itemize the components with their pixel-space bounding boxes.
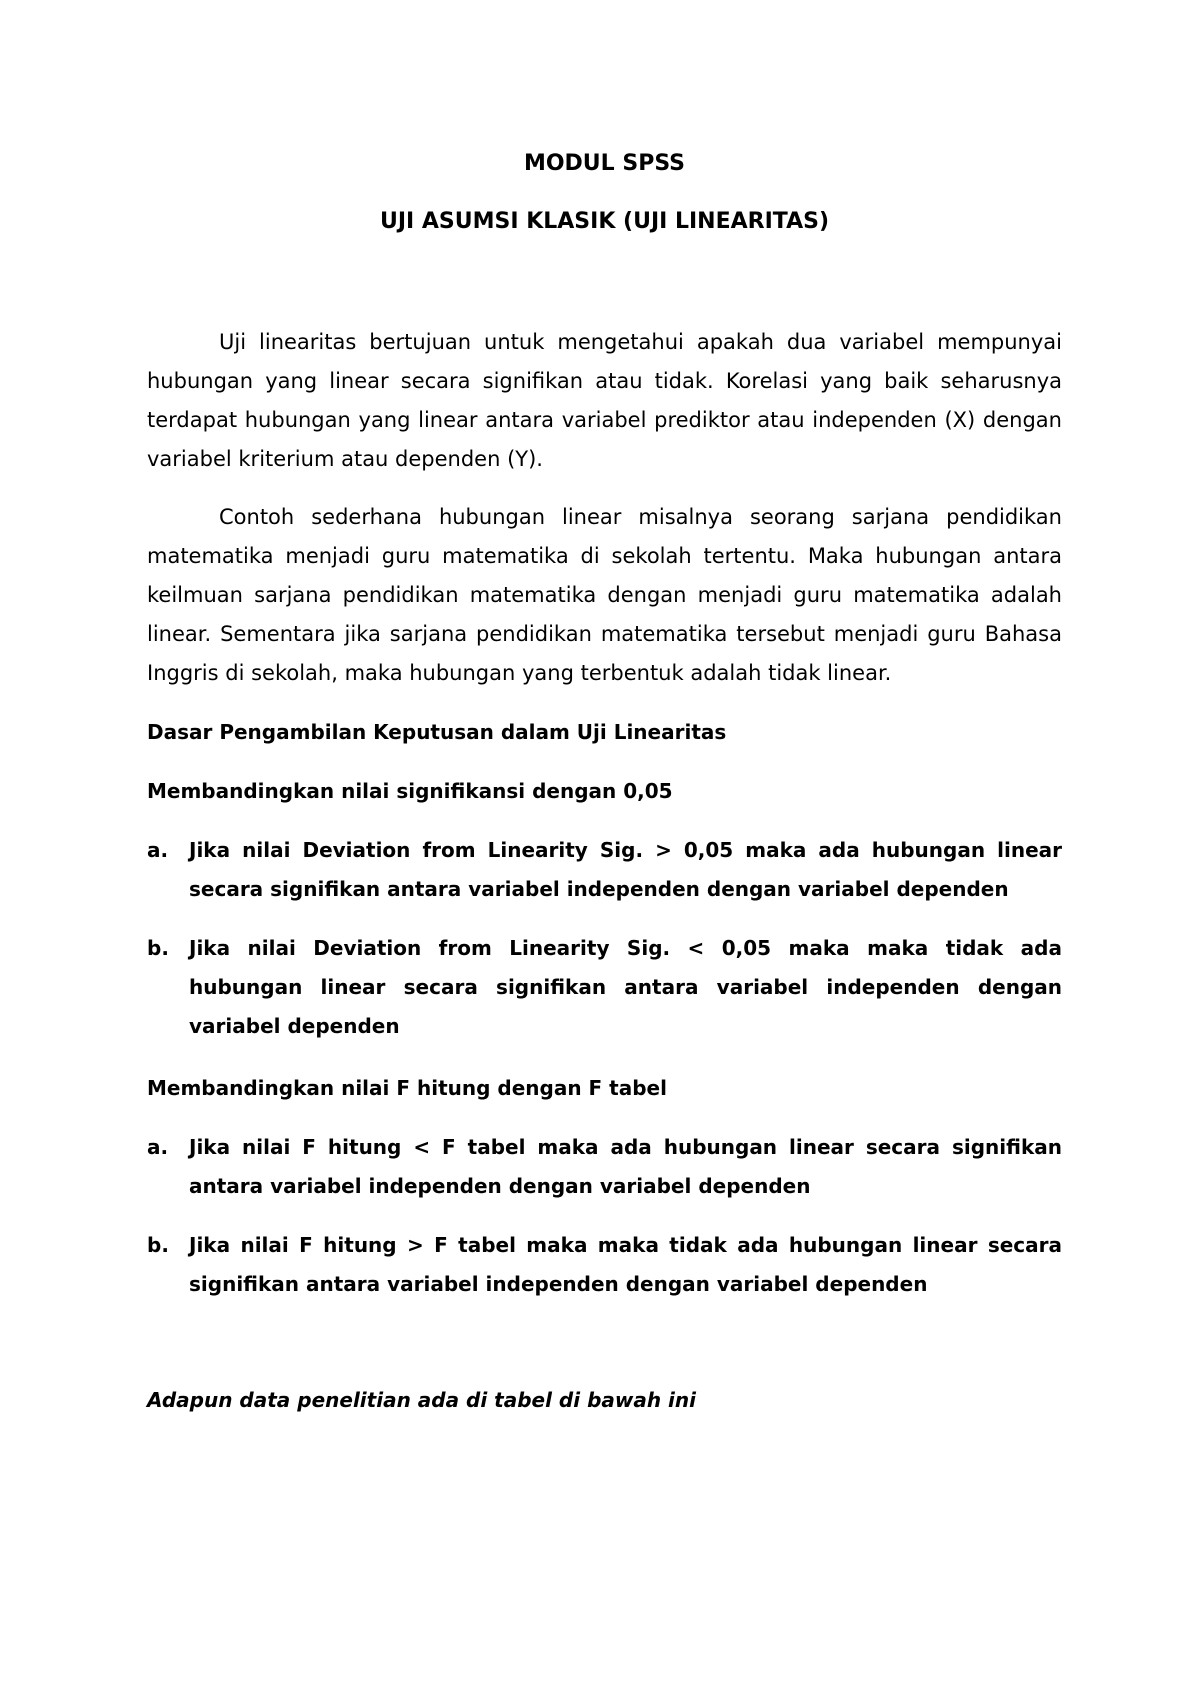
- decision-heading: Dasar Pengambilan Keputusan dalam Uji Linearitas: [147, 720, 727, 744]
- significance-heading: Membandingkan nilai signifikansi dengan 0,05: [147, 779, 673, 803]
- list-item-text: Jika nilai Deviation from Linearity Sig. < 0,05 maka maka tidak ada hubungan linear secara signifikan antara variabel independen dengan variabel dependen: [189, 936, 1062, 1038]
- list-item-text: Jika nilai F hitung > F tabel maka maka tidak ada hubungan linear secara signifikan antara variabel independen dengan variabel dependen: [189, 1233, 1062, 1296]
- f-test-item-a: [147, 1128, 1062, 1206]
- f-test-item-b: [147, 1226, 1062, 1304]
- list-marker: a.: [147, 1135, 169, 1159]
- document-title: MODUL SPSS: [523, 151, 686, 176]
- closing-sentence: Adapun data penelitian ada di tabel di bawah ini: [147, 1388, 697, 1412]
- list-marker: a.: [147, 838, 169, 862]
- list-item-text: Jika nilai Deviation from Linearity Sig. > 0,05 maka ada hubungan linear secara signifikan antara variabel independen dengan variabel dependen: [189, 838, 1062, 901]
- significance-item-a: [147, 831, 1062, 909]
- intro-paragraph: Uji linearitas bertujuan untuk mengetahui apakah dua variabel mempunyai hubungan yang linear secara signifikan atau tidak. Korelasi yang baik seharusnya terdapat hubungan yang linear antara variabel prediktor atau independen (X) dengan variabel kriterium atau dependen (Y).: [147, 330, 1062, 471]
- list-marker: b.: [147, 936, 169, 960]
- significance-item-b: [147, 929, 1062, 1046]
- f-test-heading: Membandingkan nilai F hitung dengan F tabel: [147, 1076, 667, 1100]
- example-paragraph: Contoh sederhana hubungan linear misalnya seorang sarjana pendidikan matematika menjadi guru matematika di sekolah tertentu. Maka hubungan antara keilmuan sarjana pendidikan matematika dengan menjadi guru matematika adalah linear. Sementara jika sarjana pendidikan matematika tersebut menjadi guru Bahasa Inggris di sekolah, maka hubungan yang terbentuk adalah tidak linear.: [147, 505, 1062, 685]
- document-subtitle: UJI ASUMSI KLASIK (UJI LINEARITAS): [379, 209, 829, 234]
- list-item-text: Jika nilai F hitung < F tabel maka ada hubungan linear secara signifikan antara variabel independen dengan variabel dependen: [189, 1135, 1062, 1198]
- list-marker: b.: [147, 1233, 169, 1257]
